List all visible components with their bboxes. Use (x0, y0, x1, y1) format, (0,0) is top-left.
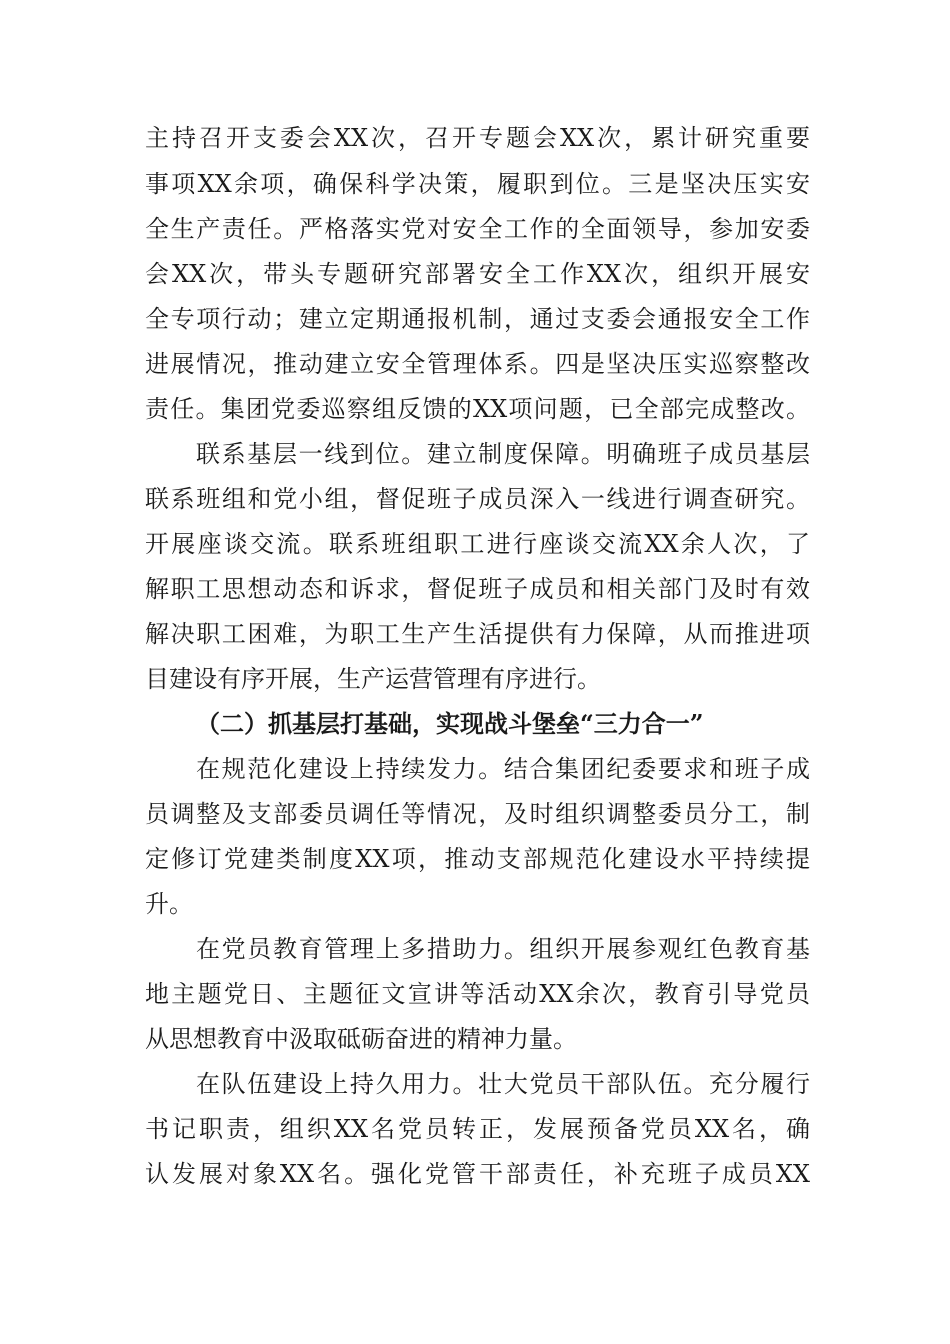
text-line: 解决职工困难，为职工生产生活提供有力保障，从而推进项 (145, 620, 810, 648)
text-line: 员调整及支部委员调任等情况，及时组织调整委员分工，制 (145, 800, 810, 828)
text-line: 开展座谈交流。联系班组职工进行座谈交流XX余人次，了 (145, 530, 810, 558)
text-line: 从思想教育中汲取砥砺奋进的精神力量。 (145, 1025, 577, 1053)
text-line: 书记职责，组织XX名党员转正，发展预备党员XX名，确 (145, 1115, 810, 1143)
text-line: 定修订党建类制度XX项，推动支部规范化建设水平持续提 (145, 845, 810, 873)
text-line: 全专项行动；建立定期通报机制，通过支委会通报安全工作 (145, 305, 810, 333)
text-line: 全生产责任。严格落实党对安全工作的全面领导，参加安委 (145, 215, 810, 243)
text-line: 在规范化建设上持续发力。结合集团纪委要求和班子成 (196, 755, 810, 783)
text-line: 事项XX余项，确保科学决策，履职到位。三是坚决压实安 (145, 170, 810, 198)
text-line: 联系班组和党小组，督促班子成员深入一线进行调查研究。 (145, 485, 810, 513)
text-line: 会XX次，带头专题研究部署安全工作XX次，组织开展安 (145, 260, 810, 288)
text-line: 地主题党日、主题征文宣讲等活动XX余次，教育引导党员 (145, 980, 810, 1008)
text-line: 进展情况，推动建立安全管理体系。四是坚决压实巡察整改 (145, 350, 810, 378)
text-line: 联系基层一线到位。建立制度保障。明确班子成员基层 (196, 440, 810, 468)
section-heading: （二）抓基层打基础，实现战斗堡垒“三力合一” (196, 709, 704, 738)
text-line: 认发展对象XX名。强化党管干部责任，补充班子成员XX (145, 1160, 810, 1188)
text-line: 解职工思想动态和诉求，督促班子成员和相关部门及时有效 (145, 575, 810, 603)
text-line: 责任。集团党委巡察组反馈的XX项问题，已全部完成整改。 (145, 395, 810, 423)
text-line: 目建设有序开展，生产运营管理有序进行。 (145, 665, 601, 693)
text-line: 升。 (145, 890, 193, 918)
text-line: 在党员教育管理上多措助力。组织开展参观红色教育基 (196, 935, 810, 963)
text-line: 在队伍建设上持久用力。壮大党员干部队伍。充分履行 (196, 1070, 810, 1098)
text-line: 主持召开支委会XX次，召开专题会XX次，累计研究重要 (145, 124, 810, 152)
